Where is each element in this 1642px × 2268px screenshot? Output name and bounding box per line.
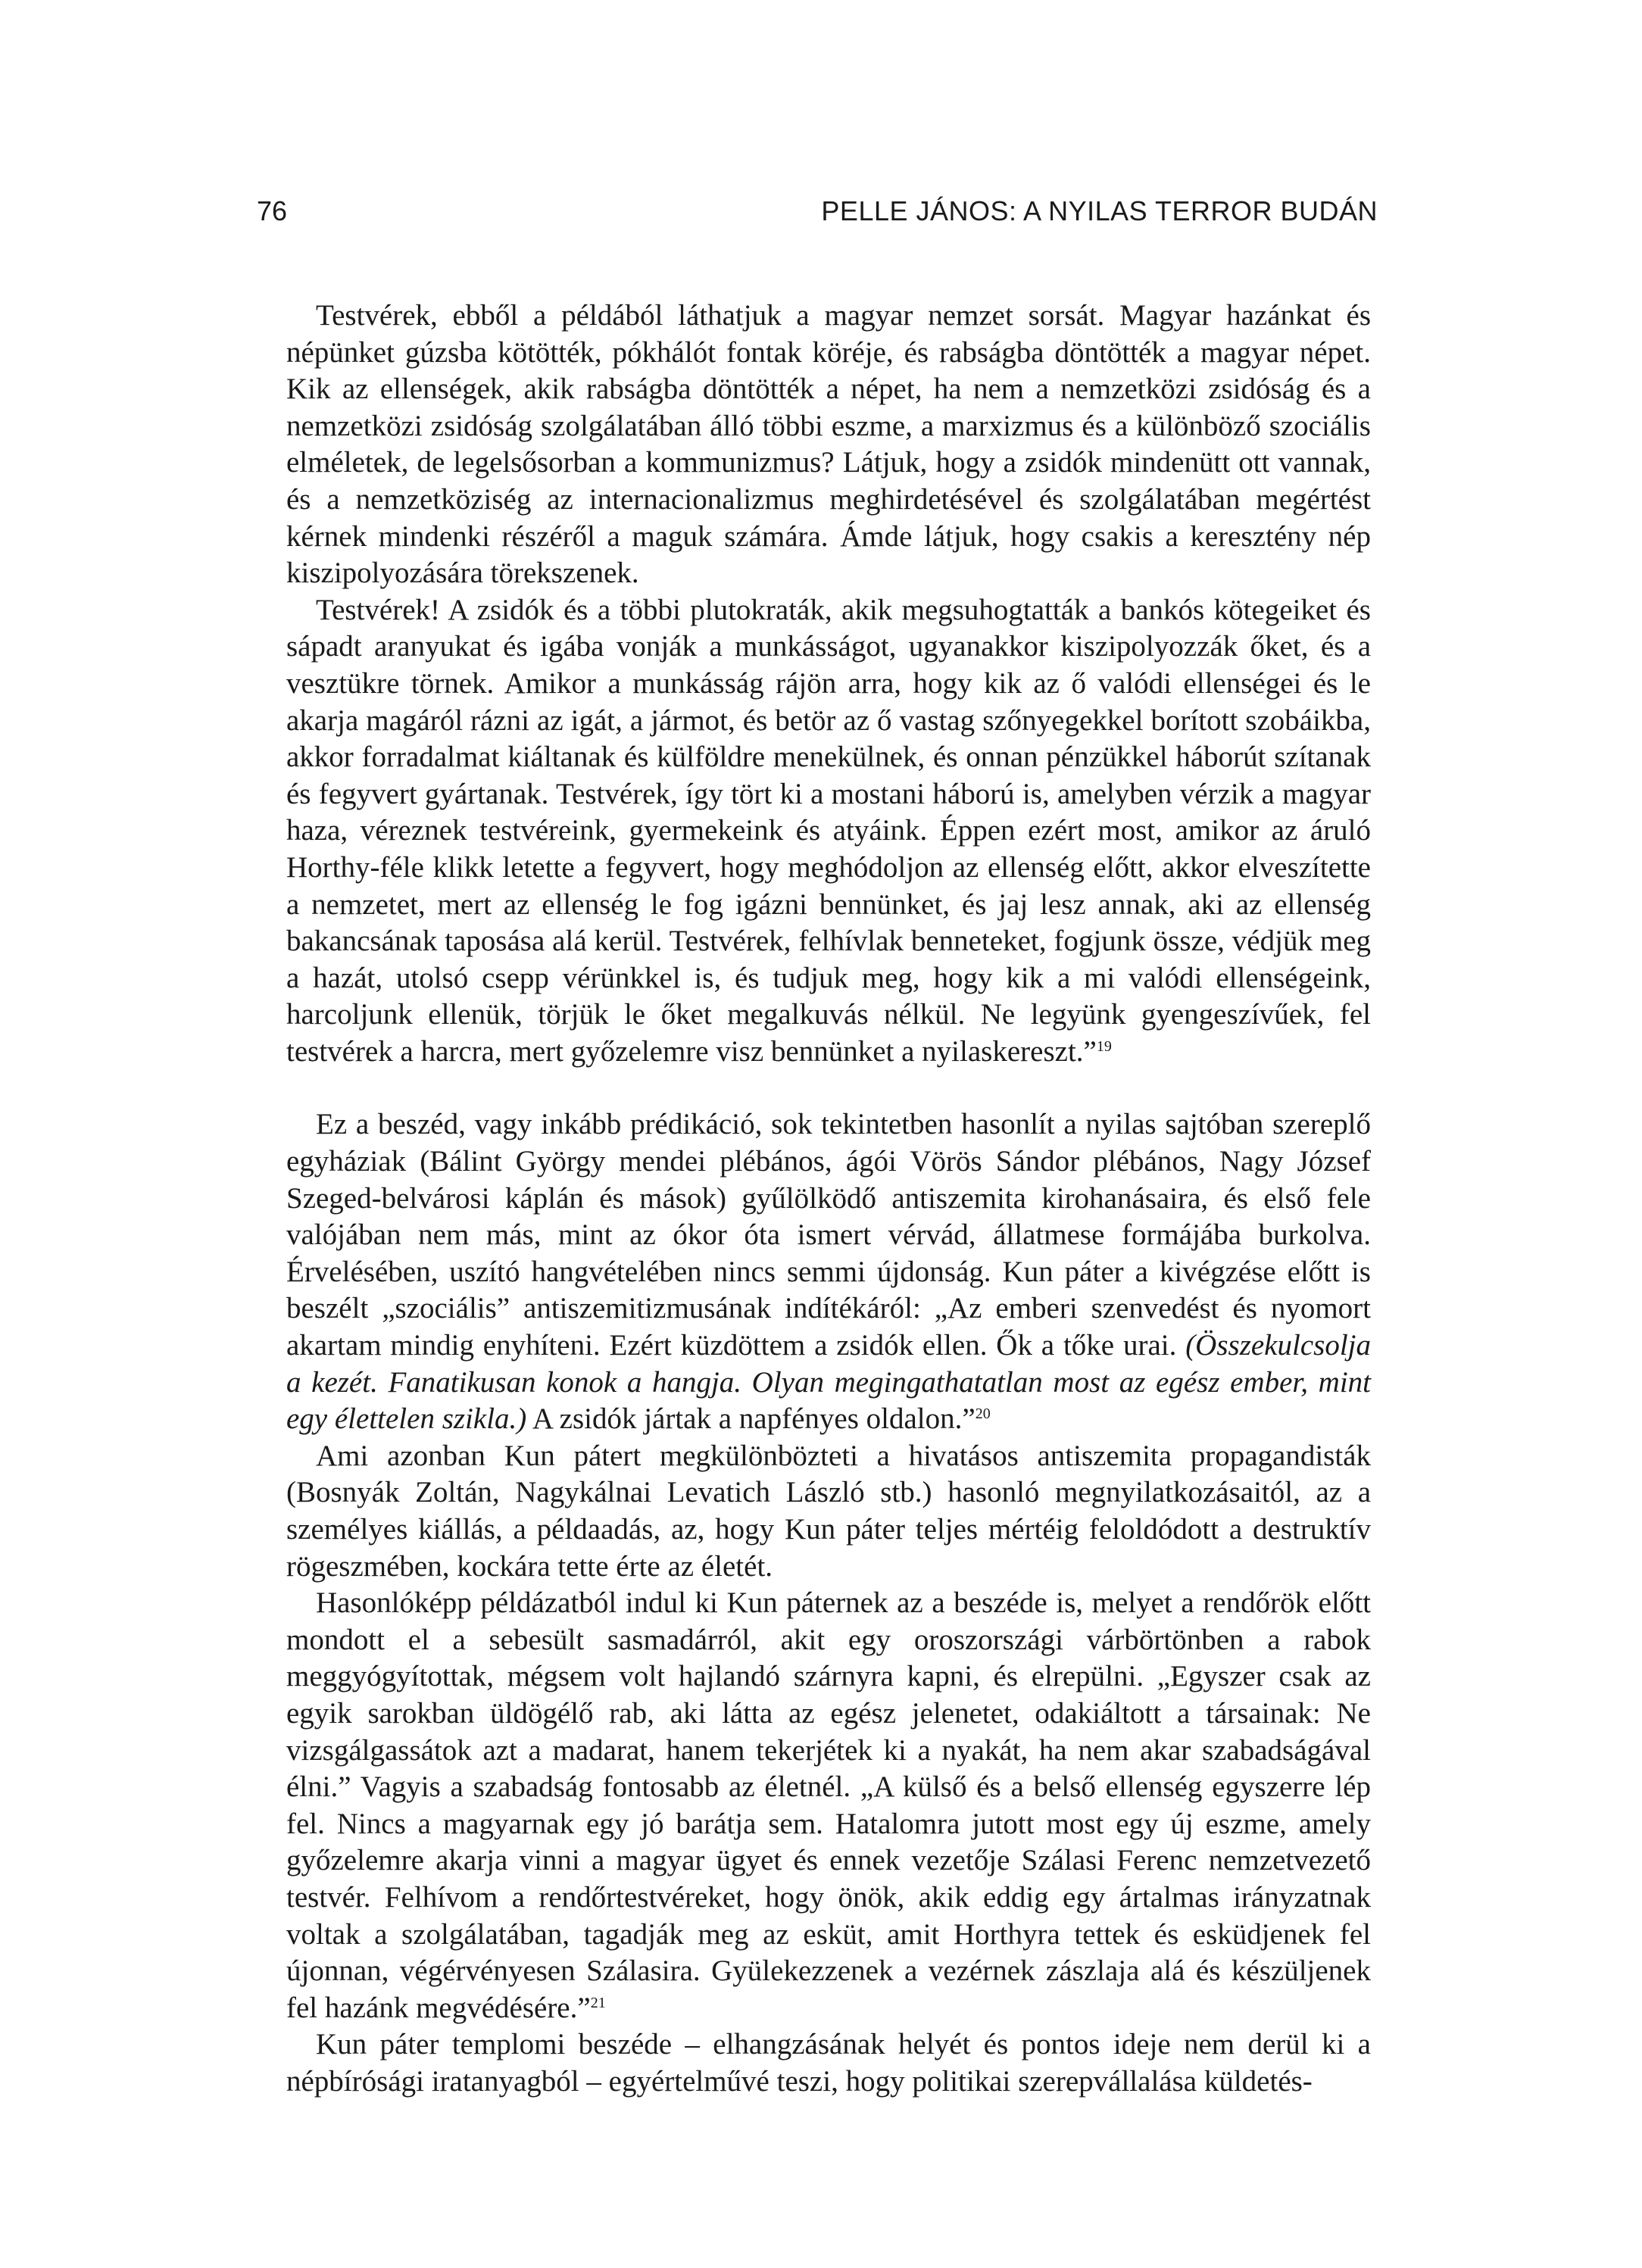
paragraph-quote-2	[286, 592, 1371, 1071]
paragraph-analysis-3	[286, 1585, 1371, 2026]
paragraph-analysis-2	[286, 1438, 1371, 1585]
paragraph-text: Ami azonban Kun pátert megkülönbözteti a hivatásos antiszemita propagandisták (Bosnyák Zoltán, Nagykálnai Levatich László stb.) hasonló megnyilatkozásaitól, az a személyes kiállás, a példaadás, az, hogy Kun páter teljes mértéig feloldódott a destruktív rögeszmében, kockára tette érte az életét.	[286, 1439, 1371, 1583]
paragraph-text: Ez a beszéd, vagy inkább prédikáció, sok tekintetben hasonlít a nyilas sajtóban szereplő egyháziak (Bálint György mendei plébános, ágói Vörös Sándor plébános, Nagy József Szeged-belvárosi káplán és mások) gyűlölködő antiszemita kirohanásaira, és első fele valójában nem más, mint az ókor óta ismert vérvád, állatmese formájába burkolva. Érvelésében, uszító hangvételében nincs semmi újdonság. Kun páter a kivégzése előtt is beszélt „szociális” antiszemitizmusának indítékáról: „Az emberi szenvedést és nyomort akartam mindig enyhíteni. Ezért küzdöttem a zsidók ellen. Ők a tőke urai.	[286, 1108, 1371, 1362]
paragraph-text: A zsidók jártak a napfényes oldalon.”	[526, 1402, 976, 1436]
running-title: PELLE JÁNOS: A NYILAS TERROR BUDÁN	[821, 195, 1378, 226]
paragraph-text: Testvérek! A zsidók és a többi plutokraták, akik megsuhogtatták a bankós kötegeiket és sápadt aranyukat és igába vonják a munkásságot, ugyanakkor kiszipolyozzák őket, és a vesztükre törnek. Amikor a munkásság rájön arra, hogy kik az ő valódi ellenségei és le akarja magáról rázni az igát, a jármot, és betör az ő vastag szőnyegekkel borított szobáikba, akkor forradalmat kiáltanak és külföldre menekülnek, és onnan pénzükkel háborút szítanak és fegyvert gyártanak. Testvérek, így tört ki a mostani háború is, amelyben vérzik a magyar haza, véreznek testvéreink, gyermekeink és atyáink. Éppen ezért most, amikor az áruló Horthy-féle klikk letette a fegyvert, hogy meghódoljon az ellenség előtt, akkor elveszítette a nemzetet, mert az ellenség le fog igázni bennünket, és jaj lesz annak, aki az ellenség bakancsának taposása alá kerül. Testvérek, felhívlak benneteket, fogjunk össze, védjük meg a hazát, utolsó csepp vérünkkel is, és tudjuk meg, hogy kik a mi valódi ellenségeink, harcoljunk ellenük, törjük le őket megalkuvás nélkül. Ne legyünk gyengeszívűek, fel testvérek a harcra, mert győzelemre visz bennünket a nyilaskereszt.”	[286, 593, 1371, 1068]
footnote-marker[interactable]: 20	[975, 1405, 991, 1423]
paragraph-text: Hasonlóképp példázatból indul ki Kun páternek az a beszéde is, melyet a rendőrök előtt mondott el a sebesült sasmadárról, akit egy oroszországi várbörtönben a rabok meggyógyítottak, mégsem volt hajlandó szárnyra kapni, és elrepülni. „Egyszer csak az egyik sarokban üldögélő rab, aki látta az egész jelenetet, odakiáltott a társainak: Ne vizsgálgassátok azt a madarat, hanem tekerjétek ki a nyakát, ha nem akar szabadságával élni.” Vagyis a szabadság fontosabb az életnél. „A külső és a belső ellenség egyszerre lép fel. Nincs a magyarnak egy jó barátja sem. Hatalomra jutott most egy új eszme, amely győzelemre akarja vinni a magyar ügyet és ennek vezetője Szálasi Ferenc nemzetvezető testvér. Felhívom a rendőrtestvéreket, hogy önök, akik eddig egy ártalmas irányzatnak voltak a szolgálatában, tagadják meg az esküt, amit Horthyra tettek és esküdjenek fel újonnan, végérvényesen Szálasira. Gyülekezzenek a vezérnek zászlaja alá és készüljenek fel hazánk megvédésére.”	[286, 1586, 1371, 2024]
footnote-marker[interactable]: 19	[1096, 1037, 1112, 1055]
footnote-marker[interactable]: 21	[590, 1994, 606, 2011]
paragraph-quote-1	[286, 298, 1371, 592]
running-header	[257, 195, 1378, 241]
paragraph-text: Testvérek, ebből a példából láthatjuk a magyar nemzet sorsát. Magyar hazánkat és népünket gúzsba kötötték, pókhálót fontak köréje, és rabságba döntötték a magyar népet. Kik az ellenségek, akik rabságba döntötték a népet, ha nem a nemzetközi zsidóság és a nemzetközi zsidóság szolgálatában álló többi eszme, a marxizmus és a különböző szociális elméletek, de legelsősorban a kommunizmus? Látjuk, hogy a zsidók mindenütt ott vannak, és a nemzetköziség az internacionalizmus meghirdetésével és szolgálatában megértést kérnek mindenki részéről a maguk számára. Ámde látjuk, hogy csakis a keresztény nép kiszipolyozására törekszenek.	[286, 299, 1371, 590]
italic-stage-direction: (Összekulcsolja a kezét. Fanatikusan konok a hangja. Olyan megingathatatlan most az egész ember, mint egy élettelen szikla.)	[286, 1329, 1371, 1436]
paragraph-analysis-4	[286, 2026, 1371, 2100]
page-number: 76	[257, 195, 288, 226]
paragraph-analysis-1	[286, 1106, 1371, 1437]
paragraph-text: Kun páter templomi beszéde – elhangzásának helyét és pontos ideje nem derül ki a népbírósági iratanyagból – egyértelművé teszi, hogy politikai szerepvállalása küldetés-	[286, 2028, 1371, 2098]
body-text	[286, 298, 1371, 2101]
